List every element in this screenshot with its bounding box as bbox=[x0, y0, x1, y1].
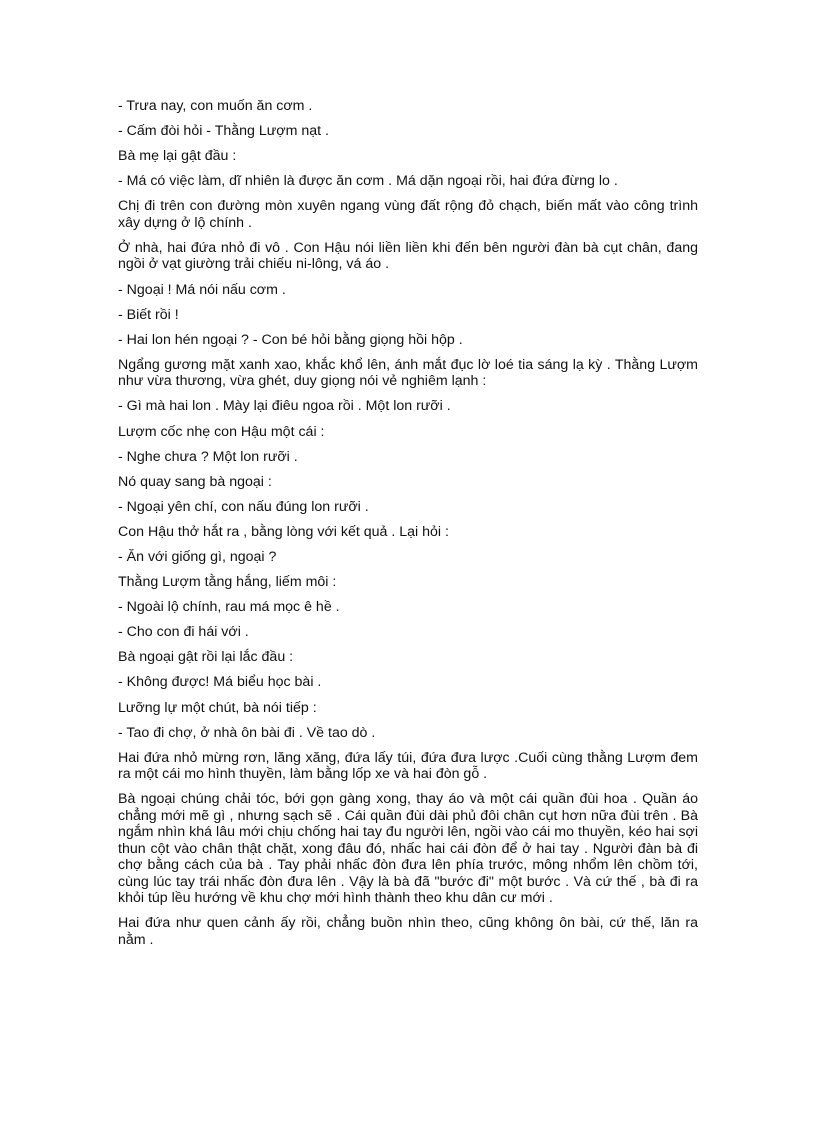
paragraph: - Cho con đi hái với . bbox=[118, 624, 249, 641]
paragraph: - Gì mà hai lon . Mày lại điêu ngoa rồi . Một lon rưỡi . bbox=[118, 398, 451, 415]
paragraph: Ở nhà, hai đứa nhỏ đi vô . Con Hậu nói liền liền khi đến bên người đàn bà cụt chân, đang ngồi ở vạt giường trải chiếu ni-lông, vá áo . bbox=[118, 239, 698, 273]
paragraph: Con Hậu thở hắt ra , bằng lòng với kết quả . Lại hỏi : bbox=[118, 523, 449, 540]
paragraph: Bà ngoại chúng chải tóc, bới gọn gàng xong, thay áo và một cái quần đùi hoa . Quần áo chẳng mới mẽ gì , nhưng sạch sẽ . Cái quần đùi dài phủ đôi chân cụt hơn nữa đùi trên . Bà ngắm nhìn khá lâu mới chịu chống hai tay đu người lên, ngồi vào cái mo thuyền, kéo hai sợi thun cột vào chân thật chặt, xong đâu đó, nhấc hai cái đòn để ở hai tay . Người đàn bà đi chợ bằng cách của bà . Tay phải nhấc đòn đưa lên phía trước, mông nhổm lên chồm tới, cùng lúc tay trái nhấc đòn đưa lên . Vậy là bà đã "bước đi" một bước . Và cứ thế , bà đi ra khỏi túp lều hướng về khu chợ mới hình thành theo khu dân cư mới . bbox=[118, 791, 698, 907]
paragraph: Chị đi trên con đường mòn xuyên ngang vùng đất rộng đỏ chạch, biến mất vào công trình xây dựng ở lộ chính . bbox=[118, 198, 698, 231]
paragraph: Bà ngoại gật rồi lại lắc đầu : bbox=[118, 649, 294, 666]
paragraph: - Ngoại ! Má nói nấu cơm . bbox=[118, 281, 286, 298]
paragraph: - Ngoài lộ chính, rau má mọc ê hề . bbox=[118, 599, 340, 616]
paragraph: - Ngoại yên chí, con nấu đúng lon rưỡi . bbox=[118, 498, 369, 515]
paragraph: Lưỡng lự một chút, bà nói tiếp : bbox=[118, 699, 317, 716]
paragraph: Ngẩng gương mặt xanh xao, khắc khổ lên, ánh mắt đục lờ loé tia sáng lạ kỳ . Thằng Lượm như vừa thương, vừa ghét, duy giọng nói vẻ nghiêm lạnh : bbox=[118, 356, 698, 390]
paragraph: Hai đứa nhỏ mừng rơn, lăng xăng, đứa lấy túi, đứa đưa lược .Cuối cùng thằng Lượm đem ra một cái mo hình thuyền, làm bằng lốp xe và hai đòn gỗ . bbox=[118, 749, 698, 783]
paragraph: - Hai lon hén ngoại ? - Con bé hỏi bằng giọng hồi hộp . bbox=[118, 331, 463, 348]
paragraph: - Biết rồi ! bbox=[118, 306, 179, 323]
paragraph: - Tao đi chợ, ở nhà ôn bài đi . Về tao dò . bbox=[118, 724, 376, 741]
paragraph: - Trưa nay, con muốn ăn cơm . bbox=[118, 98, 313, 114]
paragraph: Bà mẹ lại gật đầu : bbox=[118, 148, 237, 165]
paragraph: - Không được! Má biểu học bài . bbox=[118, 674, 322, 691]
paragraph: Hai đứa như quen cảnh ấy rồi, chẳng buồn nhìn theo, cũng không ôn bài, cứ thế, lăn ra nằm . bbox=[118, 915, 698, 948]
paragraph: Thằng Lượm tằng hắng, liếm môi : bbox=[118, 574, 337, 591]
paragraph: Nó quay sang bà ngoại : bbox=[118, 473, 272, 490]
paragraph: - Ăn với giống gì, ngoại ? bbox=[118, 549, 277, 565]
document-page bbox=[118, 98, 698, 957]
paragraph: Lượm cốc nhẹ con Hậu một cái : bbox=[118, 423, 325, 440]
paragraph: - Cấm đòi hỏi - Thằng Lượm nạt . bbox=[118, 123, 329, 140]
paragraph: - Má có việc làm, dĩ nhiên là được ăn cơm . Má dặn ngoại rồi, hai đứa đừng lo . bbox=[118, 173, 618, 190]
paragraph: - Nghe chưa ? Một lon rưỡi . bbox=[118, 448, 298, 465]
